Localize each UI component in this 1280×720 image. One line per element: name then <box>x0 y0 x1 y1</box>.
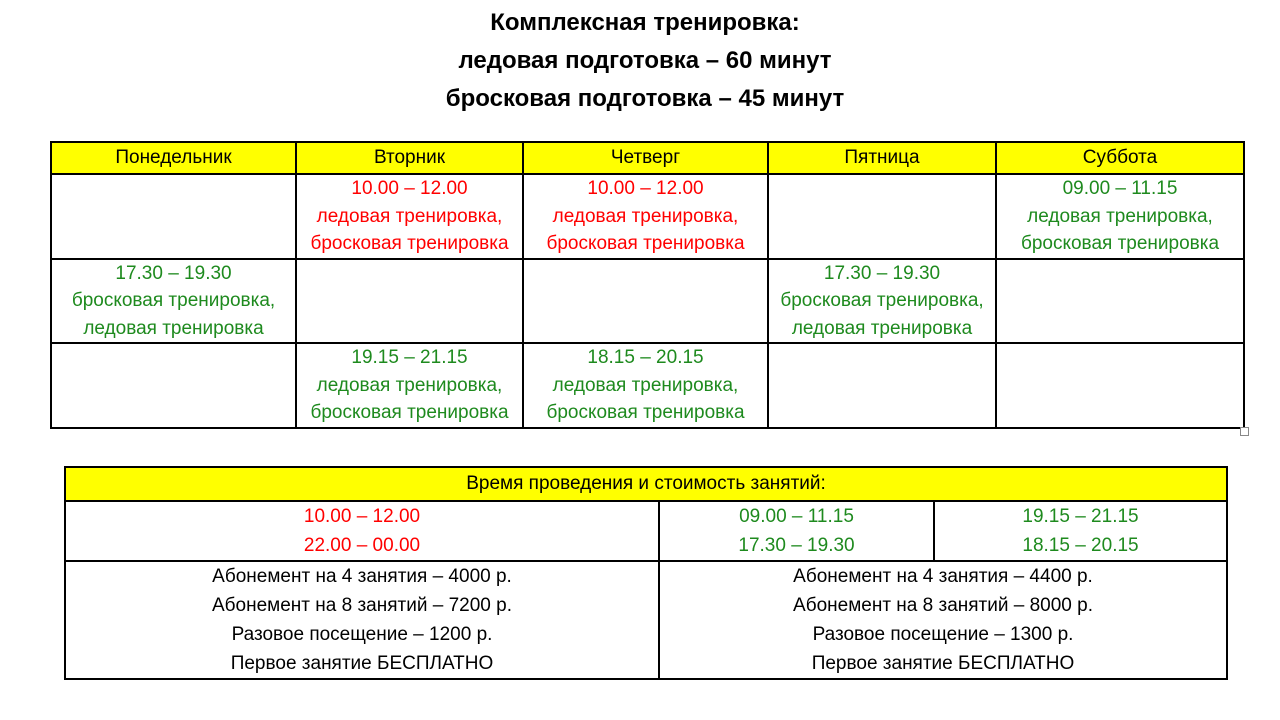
schedule-cell <box>523 174 768 259</box>
session-type: бросковая тренировка, <box>780 290 984 311</box>
schedule-cell <box>51 343 296 428</box>
schedule-cell <box>296 259 523 344</box>
schedule-table <box>50 141 1245 429</box>
schedule-cell <box>296 343 523 428</box>
session-time: 10.00 – 12.00 <box>587 178 704 199</box>
time-slot: 22.00 – 00.00 <box>303 534 421 556</box>
time-slot: 18.15 – 20.15 <box>1022 534 1139 556</box>
time-slot-cell <box>65 501 659 561</box>
rates-cell-right <box>659 561 1227 679</box>
time-slot: 10.00 – 12.00 <box>303 506 421 527</box>
pricing-table <box>64 466 1228 680</box>
schedule-cell <box>768 343 996 428</box>
session-time: 19.15 – 21.15 <box>351 347 468 368</box>
pricing-header-row <box>65 467 1227 501</box>
schedule-row <box>51 343 1244 428</box>
title-line-3: бросковая подготовка – 45 минут <box>445 85 845 112</box>
session-time: 18.15 – 20.15 <box>587 347 704 368</box>
schedule-cell <box>51 259 296 344</box>
time-slot-cell <box>934 501 1227 561</box>
title-line-2: ледовая подготовка – 60 минут <box>458 47 832 74</box>
session-type: бросковая тренировка <box>310 233 509 254</box>
session-type: ледовая тренировка <box>791 317 973 339</box>
page-title <box>0 4 1280 118</box>
session-type: ледовая тренировка, <box>552 374 739 396</box>
rate-line: Разовое посещение – 1200 р. <box>231 624 493 645</box>
session-type: ледовая тренировка <box>83 317 264 339</box>
rate-line: Абонемент на 8 занятий – 8000 р. <box>793 595 1093 616</box>
time-slot: 17.30 – 19.30 <box>738 534 855 556</box>
title-line-1: Комплексная тренировка: <box>490 9 800 36</box>
time-slot: 19.15 – 21.15 <box>1022 506 1139 527</box>
schedule-row <box>51 259 1244 344</box>
time-slot: 09.00 – 11.15 <box>739 506 854 527</box>
pricing-rates-row <box>65 561 1227 679</box>
session-type: ледовая тренировка, <box>1027 205 1213 227</box>
rate-line: Абонемент на 4 занятия – 4400 р. <box>793 566 1093 587</box>
day-header: Вторник <box>296 142 523 174</box>
schedule-cell <box>768 174 996 259</box>
session-time: 10.00 – 12.00 <box>351 178 468 199</box>
table-resize-handle[interactable] <box>1240 427 1249 436</box>
time-slot-cell <box>659 501 934 561</box>
schedule-cell <box>51 174 296 259</box>
session-type: бросковая тренировка <box>546 233 745 254</box>
pricing-times-row <box>65 501 1227 561</box>
session-type: бросковая тренировка <box>310 402 509 423</box>
rate-line: Первое занятие БЕСПЛАТНО <box>811 653 1075 674</box>
pricing-header: Время проведения и стоимость занятий: <box>65 467 1227 501</box>
schedule-cell <box>296 174 523 259</box>
session-time: 17.30 – 19.30 <box>823 262 941 284</box>
schedule-cell <box>768 259 996 344</box>
day-header: Четверг <box>523 142 768 174</box>
rate-line: Абонемент на 4 занятия – 4000 р. <box>212 566 512 587</box>
schedule-cell <box>996 259 1244 344</box>
schedule-row <box>51 174 1244 259</box>
session-type: бросковая тренировка <box>546 402 745 423</box>
day-header: Суббота <box>996 142 1244 174</box>
rates-cell-left <box>65 561 659 679</box>
session-type: ледовая тренировка, <box>316 205 503 227</box>
rate-line: Абонемент на 8 занятий – 7200 р. <box>212 595 512 616</box>
session-time: 17.30 – 19.30 <box>115 262 232 284</box>
session-type: бросковая тренировка, <box>71 290 276 311</box>
schedule-cell <box>996 174 1244 259</box>
rate-line: Первое занятие БЕСПЛАТНО <box>230 653 494 674</box>
day-header: Пятница <box>768 142 996 174</box>
schedule-cell <box>996 343 1244 428</box>
schedule-cell <box>523 343 768 428</box>
session-time: 09.00 – 11.15 <box>1062 178 1178 199</box>
day-header: Понедельник <box>51 142 296 174</box>
schedule-header-row <box>51 142 1244 174</box>
session-type: бросковая тренировка <box>1020 233 1220 254</box>
session-type: ледовая тренировка, <box>316 374 503 396</box>
rate-line: Разовое посещение – 1300 р. <box>812 624 1074 645</box>
schedule-cell <box>523 259 768 344</box>
session-type: ледовая тренировка, <box>552 205 739 227</box>
